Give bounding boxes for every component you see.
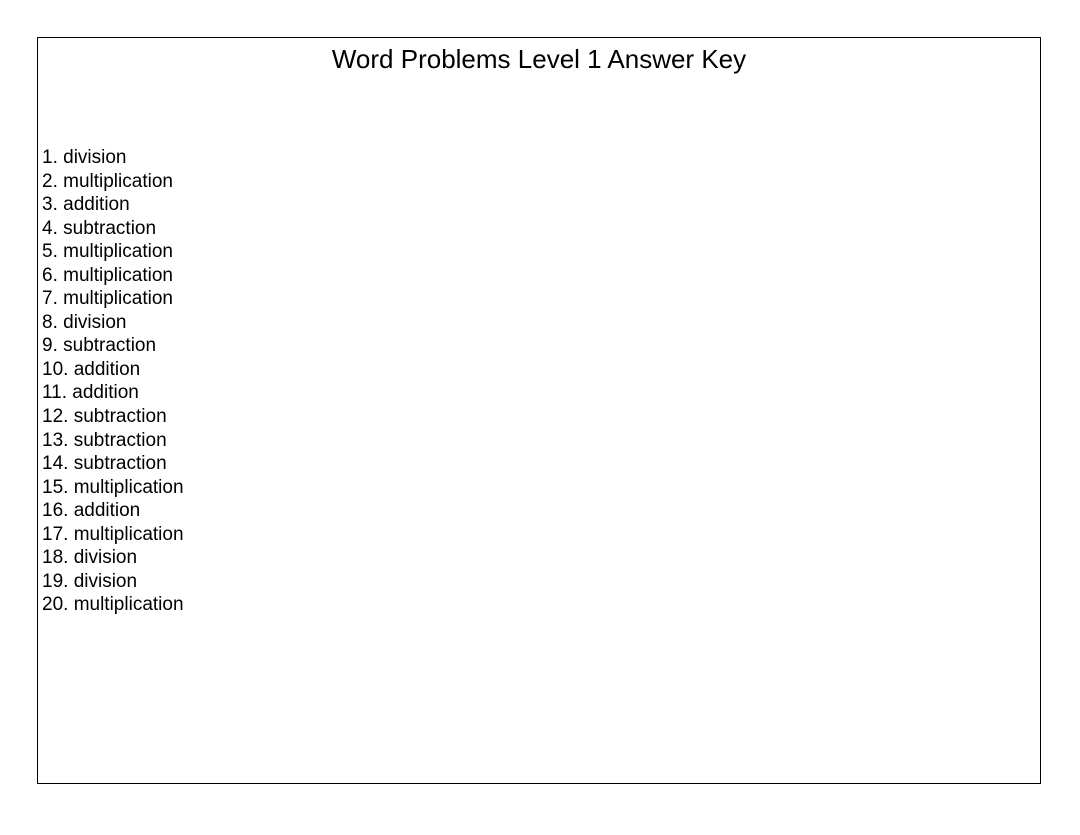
answer-item: 2. multiplication	[42, 170, 173, 192]
answer-item: 3. addition	[42, 194, 130, 216]
answer-item: 6. multiplication	[42, 264, 173, 286]
answer-item: 18. division	[42, 547, 138, 569]
answer-list	[42, 146, 184, 617]
answer-item: 4. subtraction	[42, 217, 157, 239]
answer-item: 8. division	[42, 311, 127, 333]
answer-item: 11. addition	[42, 382, 139, 404]
answer-item: 15. multiplication	[42, 476, 184, 498]
answer-item: 19. division	[42, 570, 138, 592]
answer-item: 17. multiplication	[42, 523, 184, 545]
answer-item: 7. multiplication	[42, 288, 173, 310]
answer-item: 20. multiplication	[42, 594, 184, 616]
page-title: Word Problems Level 1 Answer Key	[331, 44, 747, 74]
answer-item: 10. addition	[42, 358, 141, 380]
answer-item: 13. subtraction	[42, 429, 167, 451]
answer-item: 9. subtraction	[42, 335, 157, 357]
answer-item: 16. addition	[42, 500, 141, 522]
answer-item: 12. subtraction	[42, 406, 167, 428]
answer-item: 5. multiplication	[42, 241, 173, 263]
answer-item: 1. division	[42, 147, 127, 168]
answer-key-page	[37, 37, 1041, 784]
answer-item: 14. subtraction	[42, 453, 167, 475]
